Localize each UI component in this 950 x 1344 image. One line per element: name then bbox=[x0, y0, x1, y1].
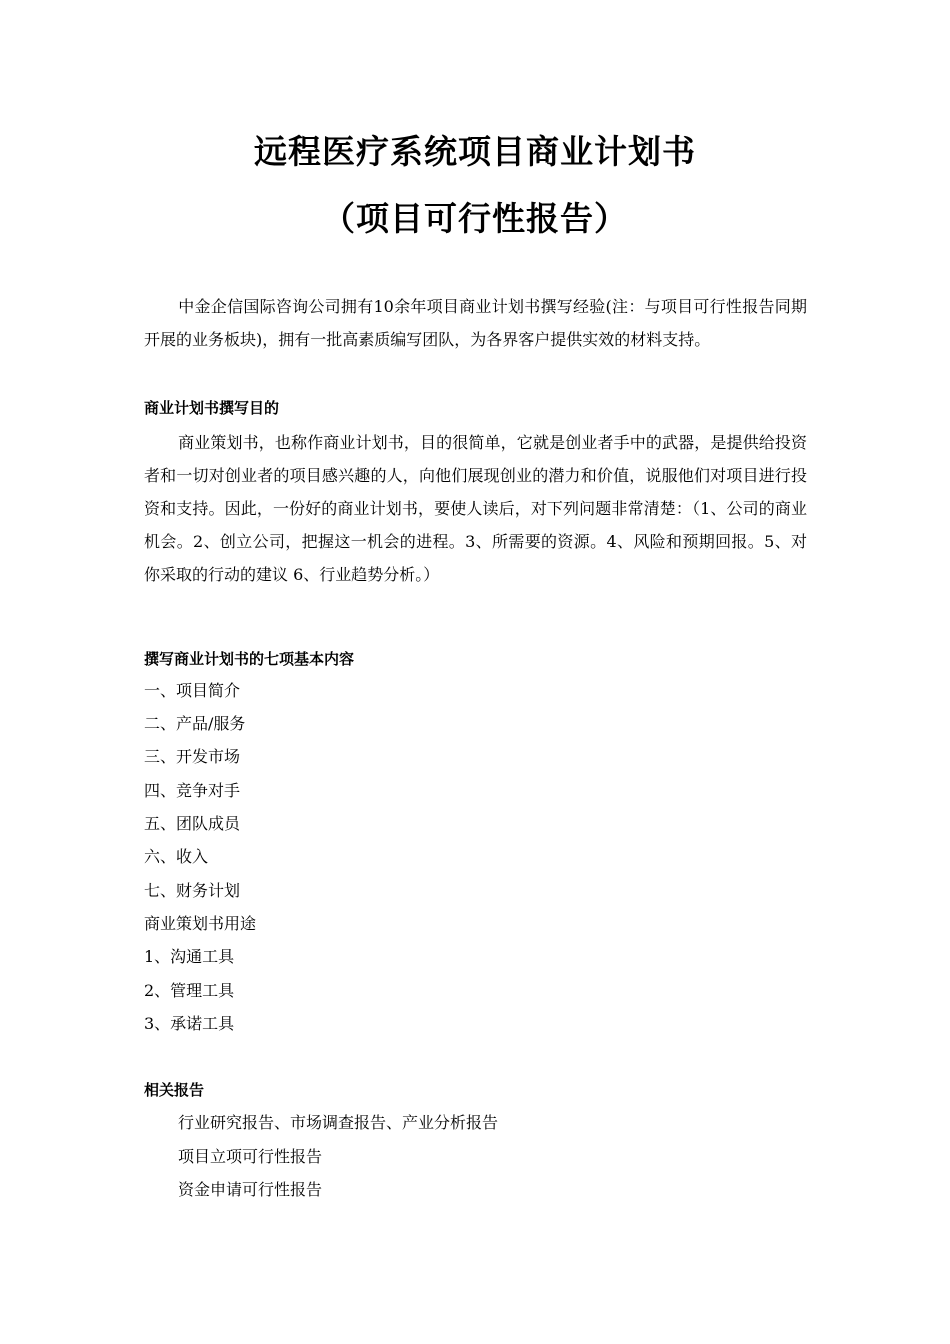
list-item: 一、项目简介 bbox=[144, 681, 241, 700]
related-item: 项目立项可行性报告 bbox=[178, 1147, 323, 1166]
list-item: 2、管理工具 bbox=[144, 981, 235, 1000]
document-subtitle: （项目可行性报告） bbox=[322, 199, 628, 238]
intro-text: 中金企信国际咨询公司拥有10余年项目商业计划书撰写经验(注：与项目可行性报告同期开展的业务板块)，拥有一批高素质编写团队，为各界客户提供实效的材料支持。 bbox=[144, 297, 807, 349]
related-item: 资金申请可行性报告 bbox=[178, 1180, 323, 1199]
list-item: 七、财务计划 bbox=[144, 881, 241, 900]
list-item: 3、承诺工具 bbox=[144, 1014, 235, 1033]
list-item: 六、收入 bbox=[144, 847, 209, 866]
purpose-text: 商业策划书，也称作商业计划书，目的很简单，它就是创业者手中的武器，是提供给投资者和一切对创业者的项目感兴趣的人，向他们展现创业的潜力和价值，说服他们对项目进行投资和支持。因此，一份好的商业计划书，要使人读后，对下列问题非常清楚：（1、公司的商业机会。2、创立公司，把握这一机会的进程。3、所需要的资源。4、风险和预期回报。5、对你采取的行动的建议 6、行业趋势分析。） bbox=[144, 433, 807, 584]
contents-heading: 撰写商业计划书的七项基本内容 bbox=[144, 650, 355, 668]
list-item: 四、竞争对手 bbox=[144, 781, 241, 800]
document-title: 远程医疗系统项目商业计划书 bbox=[254, 132, 696, 171]
purpose-paragraph bbox=[144, 426, 807, 591]
list-item: 五、团队成员 bbox=[144, 814, 241, 833]
list-item: 二、产品/服务 bbox=[144, 714, 246, 733]
uses-heading: 商业策划书用途 bbox=[144, 914, 257, 933]
related-heading: 相关报告 bbox=[144, 1081, 205, 1099]
list-item: 1、沟通工具 bbox=[144, 947, 235, 966]
list-item: 三、开发市场 bbox=[144, 747, 241, 766]
intro-paragraph bbox=[144, 290, 807, 356]
purpose-heading: 商业计划书撰写目的 bbox=[144, 399, 280, 417]
related-item: 行业研究报告、市场调查报告、产业分析报告 bbox=[178, 1113, 499, 1132]
